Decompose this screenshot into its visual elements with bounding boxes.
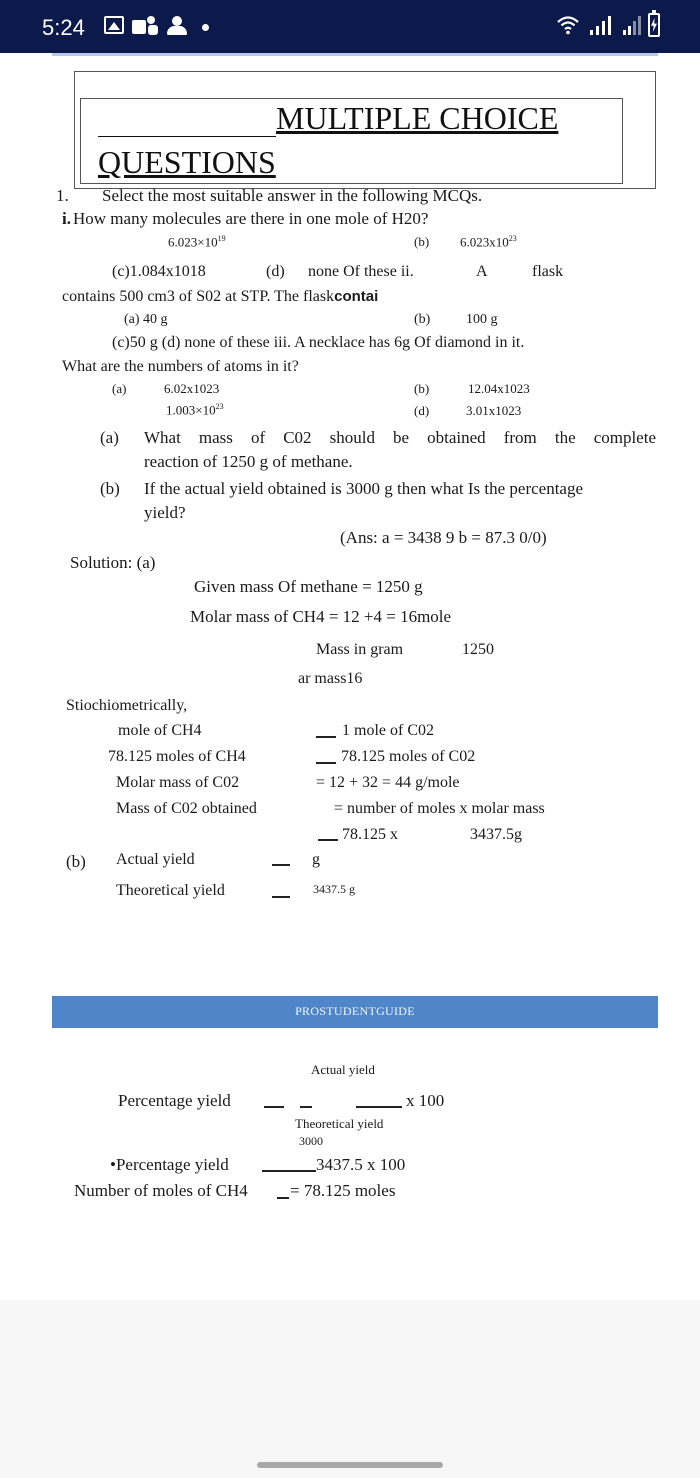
part-b-line2: yield? [144, 503, 186, 522]
q1-option-b-label: (b) [414, 234, 430, 249]
fraction-bar [262, 1170, 316, 1172]
q2-text: contains 500 cm3 of S02 at STP. The flaskcontai [62, 288, 379, 305]
document-page[interactable] [0, 56, 700, 1300]
q2-option-a: (a) 40 g [124, 312, 168, 327]
q3-option-a: 6.02x1023 [164, 381, 220, 396]
gallery-icon [104, 16, 124, 34]
q1-option-b: $6.023x10^{23}$ [460, 234, 517, 250]
question-instruction: Select the most suitable answer in the following MCQs. [102, 186, 483, 205]
stoich-row5-right: 3437.5g [470, 826, 522, 843]
signal-icon [588, 14, 616, 36]
part-a-line1: What mass of C02 should be obtained from the complete [144, 428, 656, 447]
status-time: 5:24 [42, 15, 85, 40]
ar-mass: ar mass16 [298, 670, 363, 687]
q2-options-cd-q3: (c)50 g (d) none of these iii. A necklace has 6g Of diamond in it. [112, 334, 525, 351]
q3-option-d-label: (d) [414, 403, 430, 418]
relation-dash [272, 864, 290, 866]
part-a-line2: reaction of 1250 g of methane. [144, 452, 353, 471]
fraction-bar [356, 1106, 402, 1108]
watermark-text: PROSTUDENTGUIDE [295, 1004, 415, 1018]
fraction-value-3000: 3000 [299, 1134, 323, 1148]
q1-option-d: none Of these ii. [308, 263, 414, 280]
q3-text: What are the numbers of atoms in it? [62, 358, 299, 375]
wifi-icon [556, 14, 580, 36]
solution-label: Solution: (a) [70, 553, 156, 572]
q2-letter: A [476, 263, 488, 280]
actual-yield-unit: g [312, 851, 320, 868]
q3-option-b-label: (b) [414, 381, 430, 396]
stoich-label: Stiochiometrically, [66, 697, 188, 714]
stoich-row4-right: = number of moles x molar mass [334, 800, 545, 817]
status-bar [0, 0, 700, 53]
actual-yield-label: Actual yield [116, 851, 195, 868]
relation-dash [300, 1106, 312, 1108]
q1-option-d-label: (d) [266, 263, 285, 280]
theoretical-yield-label: Theoretical yield [116, 882, 225, 899]
doc-title-line1: MULTIPLE CHOICE [98, 100, 558, 137]
theoretical-yield-value: 3437.5 g [313, 882, 355, 896]
q3-option-a-label: (a) [112, 381, 127, 396]
relation-dash [316, 736, 336, 738]
stoich-row1-right: 1 mole of C02 [342, 722, 434, 739]
q2-flask-word: flask [532, 263, 564, 280]
doc-title-line2: QUESTIONS [98, 144, 276, 180]
relation-dash [316, 762, 336, 764]
percentage-yield-line2: •Percentage yield [110, 1155, 229, 1174]
stoich-row5-mid: 78.125 x [342, 826, 398, 843]
moles-line-right: = 78.125 moles [290, 1181, 396, 1200]
fraction-denominator: Theoretical yield [295, 1116, 384, 1131]
times-100: x 100 [406, 1091, 445, 1110]
percentage-yield-label: Percentage yield [118, 1091, 231, 1110]
relation-dash [318, 839, 338, 841]
part-a-label: (a) [100, 428, 119, 447]
moles-line: Number of moles of CH4 [74, 1181, 248, 1200]
teams-icon [132, 16, 158, 36]
person-icon [166, 16, 188, 36]
q3-option-c: $1.003\times 10^{23}$ [166, 402, 224, 418]
battery-charging-icon [648, 13, 660, 37]
mass-in-gram: Mass in gram [316, 641, 404, 658]
relation-dash [277, 1197, 289, 1199]
fraction-numerator: Actual yield [311, 1062, 375, 1077]
mass-value: 1250 [462, 641, 494, 658]
percentage-yield-line2-right: 3437.5 x 100 [316, 1155, 406, 1174]
question-number: 1. [56, 186, 69, 205]
relation-dash [272, 896, 290, 898]
viewer-footer [0, 1300, 700, 1478]
q1-text: How many molecules are there in one mole of H20? [73, 209, 429, 228]
b-label: (b) [66, 852, 86, 871]
q3-option-b: 12.04x1023 [468, 381, 530, 396]
q1-prefix: i. [62, 209, 71, 228]
home-indicator[interactable] [257, 1462, 443, 1468]
dot-icon [202, 24, 209, 31]
stoich-row3-left: Molar mass of C02 [116, 774, 240, 791]
molar-mass: Molar mass of CH4 = 12 +4 = 16mole [190, 607, 452, 626]
q1-option-a: $6.023\times 10^{19}$ [168, 234, 226, 250]
stoich-row3-right: = 12 + 32 = 44 g/mole [316, 774, 460, 791]
q3-option-d: 3.01x1023 [466, 403, 522, 418]
q2-option-b: 100 g [466, 312, 498, 327]
relation-dash [264, 1106, 284, 1108]
q1-option-c: (c)1.084x1018 [112, 263, 206, 280]
stoich-row2-left: 78.125 moles of CH4 [108, 748, 246, 765]
stoich-row4-left: Mass of C02 obtained [116, 800, 257, 817]
part-b-label: (b) [100, 479, 120, 498]
answer-line: (Ans: a = 3438 9 b = 87.3 0/0) [340, 528, 547, 547]
given-mass: Given mass Of methane = 1250 g [194, 577, 423, 596]
signal-icon [622, 14, 644, 36]
part-b-line1: If the actual yield obtained is 3000 g then what Is the percentage [144, 479, 584, 498]
watermark-band [52, 996, 658, 1028]
stoich-row2-right: 78.125 moles of C02 [341, 748, 476, 765]
q2-option-b-label: (b) [414, 312, 431, 327]
stoich-row1-left: mole of CH4 [118, 722, 202, 739]
